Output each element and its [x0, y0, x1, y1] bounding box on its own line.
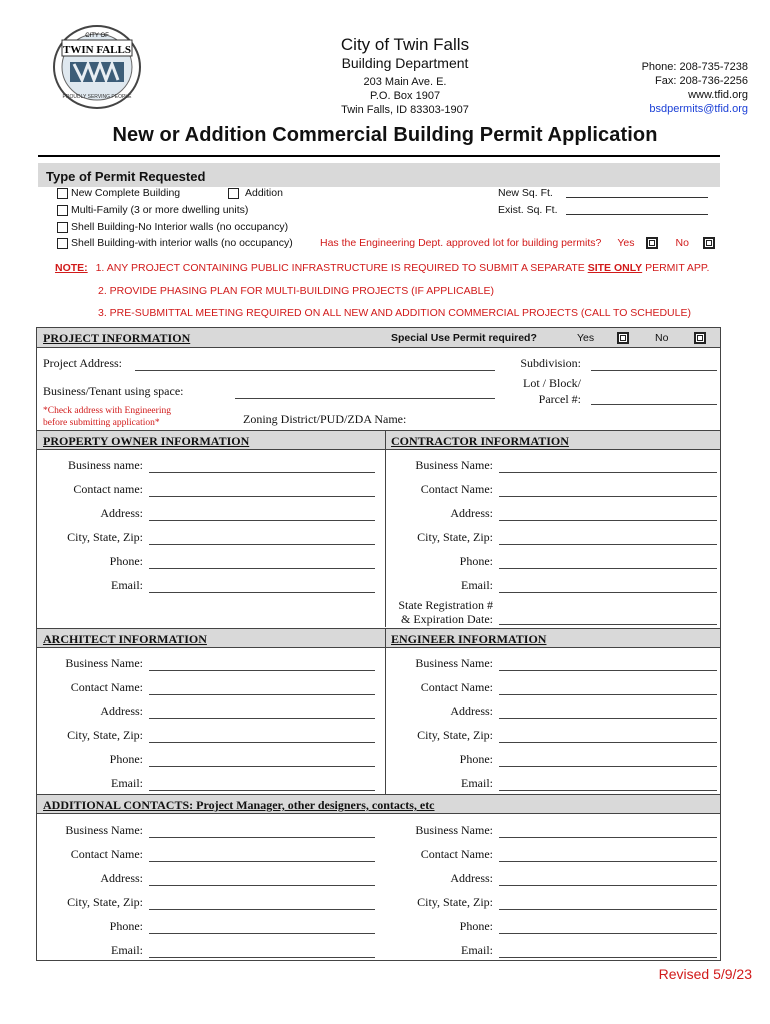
note-label: NOTE:: [55, 262, 88, 274]
option-label: Multi-Family (3 or more dwelling units): [71, 204, 249, 216]
engineer-field-input[interactable]: [499, 718, 717, 719]
owner-field-input[interactable]: [149, 592, 375, 593]
additional-contacts-heading: ADDITIONAL CONTACTS: Project Manager, other designers, contacts, etc: [43, 798, 435, 812]
checkbox-new-building[interactable]: [57, 188, 68, 199]
check-address-note-2: before submitting application*: [43, 418, 160, 428]
option-label: Addition: [245, 187, 283, 199]
architect-field-label: Email:: [111, 776, 143, 790]
address-line-3: Twin Falls, ID 83303-1907: [341, 104, 469, 116]
architect-field-label: Business Name:: [65, 656, 143, 670]
option-label: New Complete Building: [71, 187, 181, 199]
contractor-field-label: City, State, Zip:: [417, 530, 493, 544]
architect-field-input[interactable]: [149, 718, 375, 719]
checkbox-multi-family[interactable]: [57, 205, 68, 216]
owner-field-input[interactable]: [149, 472, 375, 473]
note-1-text-b: PUBLIC INFRASTRUCTURE: [250, 262, 388, 274]
permit-type-heading: Type of Permit Requested: [46, 169, 206, 184]
contractor-field-label: Contact Name:: [420, 482, 493, 496]
option-shell-with-walls[interactable]: [57, 236, 293, 250]
architect-field-input[interactable]: [149, 742, 375, 743]
architect-engineer-header: [37, 628, 720, 648]
note-1-text-d: PERMIT APP.: [645, 262, 710, 274]
department-header: [300, 35, 510, 117]
contractor-field-label: Address:: [450, 506, 493, 520]
state-registration-label: State Registration #: [398, 598, 493, 612]
state-registration-field[interactable]: [499, 624, 717, 625]
architect-field-label: Phone:: [109, 752, 143, 766]
project-info-heading: PROJECT INFORMATION: [43, 331, 191, 345]
owner-field-label: Phone:: [109, 554, 143, 568]
form-title: New or Addition Commercial Building Permit Application: [112, 124, 658, 146]
engineer-field-label: Business Name:: [415, 656, 493, 670]
department-name: Building Department: [341, 55, 469, 71]
exist-sqft-label: Exist. Sq. Ft.: [498, 204, 558, 216]
address-line-1: 203 Main Ave. E.: [363, 76, 447, 88]
architect-field-label: Contact Name:: [70, 680, 143, 694]
engineer-field-input[interactable]: [499, 742, 717, 743]
contractor-field-input[interactable]: [499, 592, 717, 593]
tenant-label: Business/Tenant using space:: [43, 384, 184, 398]
contractor-field-input[interactable]: [499, 520, 717, 521]
owner-info-heading: PROPERTY OWNER INFORMATION: [43, 434, 250, 448]
option-label: Shell Building-No Interior walls (no occupancy): [71, 221, 289, 233]
engineer-field-label: Address:: [450, 704, 493, 718]
engineer-field-input[interactable]: [499, 694, 717, 695]
additional-right-field-input[interactable]: [499, 909, 717, 910]
note-3: 3. PRE-SUBMITTAL MEETING REQUIRED ON ALL NEW AND ADDITION COMMERCIAL PROJECTS (CALL TO SCHEDULE): [98, 307, 691, 319]
additional-left-field-input[interactable]: [149, 957, 375, 958]
logo-text-top: CITY OF: [85, 33, 109, 39]
contractor-field-input[interactable]: [499, 472, 717, 473]
additional-left-field-input[interactable]: [149, 933, 375, 934]
additional-right-field-input[interactable]: [499, 837, 717, 838]
note-1-text-c: IS REQUIRED TO SUBMIT A SEPARATE: [390, 262, 585, 274]
project-address-field[interactable]: [135, 370, 495, 371]
additional-right-field-input[interactable]: [499, 885, 717, 886]
note-1: [55, 261, 709, 275]
checkbox-special-use-yes[interactable]: [617, 332, 629, 344]
exist-sqft-field[interactable]: [566, 205, 708, 215]
engineering-no-label: No: [675, 237, 689, 249]
additional-right-field-label: City, State, Zip:: [417, 895, 493, 909]
additional-left-field-label: Address:: [100, 871, 143, 885]
architect-info-heading: ARCHITECT INFORMATION: [43, 632, 207, 646]
engineer-field-input[interactable]: [499, 766, 717, 767]
owner-field-input[interactable]: [149, 568, 375, 569]
zoning-label: Zoning District/PUD/ZDA Name:: [243, 412, 407, 426]
project-address-label: Project Address:: [43, 356, 122, 370]
additional-left-field-input[interactable]: [149, 909, 375, 910]
form-table: [36, 327, 721, 961]
permit-type-section-header: [38, 163, 720, 187]
owner-field-input[interactable]: [149, 496, 375, 497]
new-sqft-row: [498, 186, 708, 200]
engineering-yes-label: Yes: [617, 237, 635, 249]
column-divider: [385, 430, 386, 627]
city-seal-logo: [52, 24, 142, 110]
engineer-field-label: City, State, Zip:: [417, 728, 493, 742]
phone-number: Phone: 208-735-7238: [641, 61, 748, 73]
special-use-question: Special Use Permit required?: [391, 332, 537, 344]
engineering-approval-row: [320, 236, 718, 250]
engineering-question: Has the Engineering Dept. approved lot for building permits?: [320, 237, 602, 249]
additional-left-field-input[interactable]: [149, 885, 375, 886]
subdivision-field[interactable]: [591, 370, 717, 371]
contractor-field-label: Phone:: [459, 554, 493, 568]
additional-right-field-label: Address:: [450, 871, 493, 885]
checkbox-engineering-yes[interactable]: [646, 237, 658, 249]
option-multi-family[interactable]: [57, 203, 248, 217]
revision-date: Revised 5/9/23: [658, 966, 752, 982]
lot-parcel-field[interactable]: [591, 404, 717, 405]
owner-field-label: Business name:: [68, 458, 143, 472]
checkbox-special-use-no[interactable]: [694, 332, 706, 344]
website-link[interactable]: www.tfid.org: [688, 89, 748, 101]
owner-field-input[interactable]: [149, 544, 375, 545]
architect-field-label: Address:: [100, 704, 143, 718]
checkbox-shell-with-walls[interactable]: [57, 238, 68, 249]
additional-left-field-label: Contact Name:: [70, 847, 143, 861]
note-1-text-a: ANY PROJECT CONTAINING: [106, 262, 248, 274]
additional-left-field-label: Phone:: [109, 919, 143, 933]
note-1-site-only: SITE ONLY: [587, 262, 643, 274]
engineer-field-input[interactable]: [499, 790, 717, 791]
contractor-field-input[interactable]: [499, 544, 717, 545]
contractor-info-heading: CONTRACTOR INFORMATION: [391, 434, 569, 448]
option-new-building[interactable]: [57, 186, 180, 200]
special-use-yes-label: Yes: [577, 332, 595, 344]
owner-field-label: Email:: [111, 578, 143, 592]
contractor-field-input[interactable]: [499, 496, 717, 497]
additional-right-field-input[interactable]: [499, 933, 717, 934]
additional-left-field-input[interactable]: [149, 837, 375, 838]
engineer-field-label: Email:: [461, 776, 493, 790]
additional-left-field-label: Business Name:: [65, 823, 143, 837]
contact-info: [642, 60, 748, 116]
owner-field-input[interactable]: [149, 520, 375, 521]
check-address-note-1: *Check address with Engineering: [43, 406, 171, 416]
additional-left-field-input[interactable]: [149, 861, 375, 862]
lot-block-label: Lot / Block/: [523, 376, 581, 390]
additional-right-field-label: Email:: [461, 943, 493, 957]
note-2: 2. PROVIDE PHASING PLAN FOR MULTI-BUILDING PROJECTS (IF APPLICABLE): [98, 285, 494, 297]
subdivision-label: Subdivision:: [520, 356, 581, 370]
tenant-field[interactable]: [235, 398, 495, 399]
new-sqft-field[interactable]: [566, 188, 708, 198]
note-1-number: 1.: [95, 262, 105, 274]
additional-right-field-input[interactable]: [499, 957, 717, 958]
additional-right-field-label: Business Name:: [415, 823, 493, 837]
contractor-field-input[interactable]: [499, 568, 717, 569]
logo-text-main: TWIN FALLS: [63, 44, 131, 56]
additional-right-field-label: Phone:: [459, 919, 493, 933]
logo-text-bottom: PROUDLY SERVING PEOPLE: [62, 94, 132, 100]
owner-field-label: Address:: [100, 506, 143, 520]
special-use-no-label: No: [655, 332, 669, 344]
additional-left-field-label: City, State, Zip:: [67, 895, 143, 909]
email-link[interactable]: bsdpermits@tfid.org: [649, 103, 748, 115]
option-shell-no-walls[interactable]: [57, 220, 288, 234]
engineer-field-label: Phone:: [459, 752, 493, 766]
additional-right-field-label: Contact Name:: [420, 847, 493, 861]
architect-field-input[interactable]: [149, 766, 375, 767]
checkbox-addition[interactable]: [228, 188, 239, 199]
engineer-field-label: Contact Name:: [420, 680, 493, 694]
exist-sqft-row: [498, 203, 708, 217]
additional-right-field-input[interactable]: [499, 861, 717, 862]
column-divider: [385, 628, 386, 794]
checkbox-shell-no-walls[interactable]: [57, 222, 68, 233]
expiration-date-label: & Expiration Date:: [401, 612, 493, 626]
architect-field-input[interactable]: [149, 694, 375, 695]
project-info-header: [37, 328, 720, 348]
contractor-field-label: Email:: [461, 578, 493, 592]
option-label: Shell Building-with interior walls (no occupancy): [71, 237, 293, 249]
architect-field-label: City, State, Zip:: [67, 728, 143, 742]
owner-field-label: Contact name:: [73, 482, 143, 496]
owner-contractor-header: [37, 430, 720, 450]
city-name: City of Twin Falls: [340, 35, 470, 54]
fax-number: Fax: 208-736-2256: [655, 75, 748, 87]
owner-field-label: City, State, Zip:: [67, 530, 143, 544]
parcel-label: Parcel #:: [538, 392, 581, 406]
engineer-info-heading: ENGINEER INFORMATION: [391, 632, 547, 646]
title-rule: [38, 155, 720, 157]
option-addition[interactable]: [228, 186, 283, 200]
contractor-field-label: Business Name:: [415, 458, 493, 472]
checkbox-engineering-no[interactable]: [703, 237, 715, 249]
new-sqft-label: New Sq. Ft.: [498, 187, 553, 199]
address-line-2: P.O. Box 1907: [369, 90, 441, 102]
additional-left-field-label: Email:: [111, 943, 143, 957]
architect-field-input[interactable]: [149, 670, 375, 671]
architect-field-input[interactable]: [149, 790, 375, 791]
additional-contacts-header: [37, 794, 720, 814]
engineer-field-input[interactable]: [499, 670, 717, 671]
